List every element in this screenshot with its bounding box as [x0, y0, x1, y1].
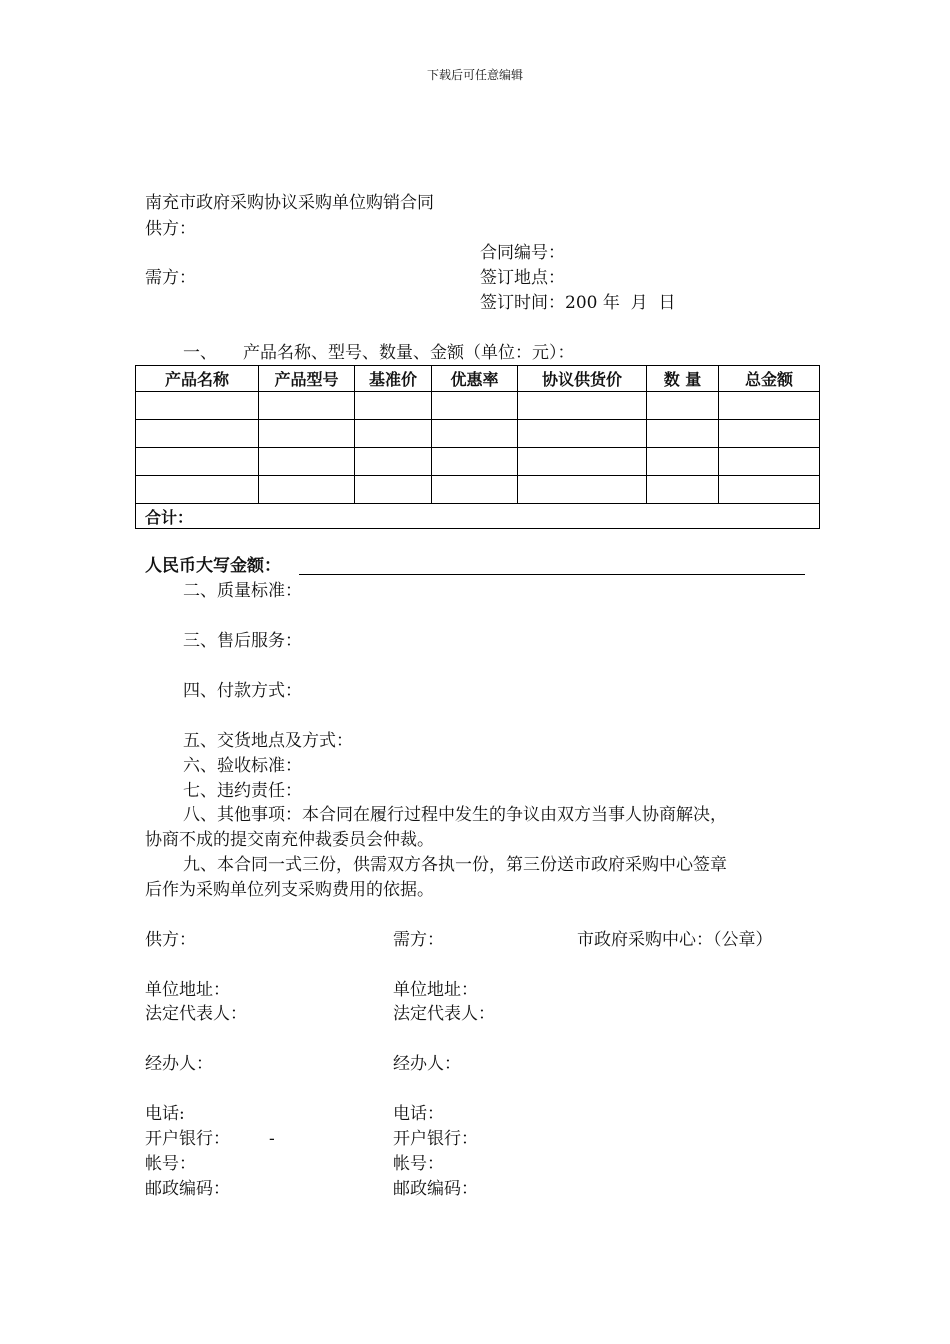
column-header: 数 量	[647, 366, 719, 392]
contract-number-label: 合同编号：	[480, 243, 565, 263]
sig-buyer-title: 需方：	[393, 930, 444, 950]
table-cell	[259, 476, 355, 504]
sig-supplier-phone: 电话:	[145, 1104, 185, 1124]
rmb-amount-label: 人民币大写金额：	[145, 556, 281, 576]
total-label: 合计：	[136, 504, 820, 529]
table-cell	[518, 476, 647, 504]
column-header: 产品型号	[259, 366, 355, 392]
clause-after-sales: 三、售后服务：	[183, 631, 302, 651]
column-header: 总金额	[719, 366, 820, 392]
table-header-row	[136, 366, 820, 392]
clause-copies-line2: 后作为采购单位列支采购费用的依据。	[145, 880, 434, 900]
signing-time-label: 签订时间：200 年 月 日	[480, 293, 676, 313]
contract-title: 南充市政府采购协议采购单位购销合同	[145, 193, 434, 213]
sig-buyer-postcode: 邮政编码：	[393, 1179, 478, 1199]
table-cell	[647, 448, 719, 476]
section1-number: 一、	[183, 343, 217, 363]
sig-supplier-title: 供方：	[145, 930, 196, 950]
clause-liability: 七、违约责任：	[183, 781, 302, 801]
page-header-note: 下载后可任意编辑	[426, 68, 523, 82]
clause-other-line2: 协商不成的提交南充仲裁委员会仲裁。	[145, 830, 434, 850]
table-row	[136, 420, 820, 448]
sig-supplier-bank: 开户银行：	[145, 1129, 230, 1149]
table-cell	[719, 476, 820, 504]
sig-supplier-postcode: 邮政编码：	[145, 1179, 230, 1199]
sig-supplier-agent: 经办人：	[145, 1054, 213, 1074]
table-cell	[432, 448, 518, 476]
sig-buyer-address: 单位地址：	[393, 980, 478, 1000]
table-cell	[355, 420, 432, 448]
table-total-row	[136, 504, 820, 529]
table-cell	[259, 448, 355, 476]
sig-buyer-bank: 开户银行：	[393, 1129, 478, 1149]
sig-buyer-phone: 电话：	[393, 1104, 444, 1124]
sig-buyer-account: 帐号：	[393, 1154, 444, 1174]
table-row	[136, 392, 820, 420]
column-header: 优惠率	[432, 366, 518, 392]
table-row	[136, 448, 820, 476]
table-cell	[432, 476, 518, 504]
sig-supplier-rep: 法定代表人：	[145, 1004, 247, 1024]
table-cell	[136, 420, 259, 448]
sig-buyer-rep: 法定代表人：	[393, 1004, 495, 1024]
buyer-label: 需方：	[145, 268, 196, 288]
table-cell	[136, 392, 259, 420]
sig-supplier-account: 帐号：	[145, 1154, 196, 1174]
table-cell	[719, 420, 820, 448]
table-cell	[432, 420, 518, 448]
table-cell	[355, 476, 432, 504]
product-table	[135, 365, 820, 529]
supplier-label: 供方：	[145, 219, 196, 239]
sig-supplier-bank-dash: -	[269, 1129, 275, 1149]
column-header: 协议供货价	[518, 366, 647, 392]
table-cell	[136, 476, 259, 504]
table-cell	[355, 448, 432, 476]
table-cell	[259, 420, 355, 448]
sig-buyer-agent: 经办人：	[393, 1054, 461, 1074]
clause-acceptance: 六、验收标准：	[183, 756, 302, 776]
clause-quality: 二、质量标准：	[183, 581, 302, 601]
column-header: 基准价	[355, 366, 432, 392]
sig-procurement-center: 市政府采购中心：（公章）	[577, 930, 773, 950]
table-cell	[518, 420, 647, 448]
table-cell	[136, 448, 259, 476]
table-cell	[355, 392, 432, 420]
table-cell	[518, 448, 647, 476]
table-cell	[647, 420, 719, 448]
table-cell	[647, 476, 719, 504]
clause-delivery: 五、交货地点及方式：	[183, 731, 353, 751]
sig-supplier-address: 单位地址：	[145, 980, 230, 1000]
signing-place-label: 签订地点：	[480, 268, 565, 288]
section1-heading: 产品名称、型号、数量、金额（单位：元）：	[243, 343, 575, 363]
column-header: 产品名称	[136, 366, 259, 392]
clause-copies-line1: 九、本合同一式三份，供需双方各执一份，第三份送市政府采购中心签章	[183, 855, 727, 875]
table-cell	[518, 392, 647, 420]
rmb-amount-underline	[299, 574, 805, 575]
table-cell	[719, 392, 820, 420]
table-cell	[719, 448, 820, 476]
clause-other-line1: 八、其他事项：本合同在履行过程中发生的争议由双方当事人协商解决，	[183, 805, 727, 825]
table-cell	[647, 392, 719, 420]
table-row	[136, 476, 820, 504]
table-cell	[259, 392, 355, 420]
clause-payment: 四、付款方式：	[183, 681, 302, 701]
table-cell	[432, 392, 518, 420]
